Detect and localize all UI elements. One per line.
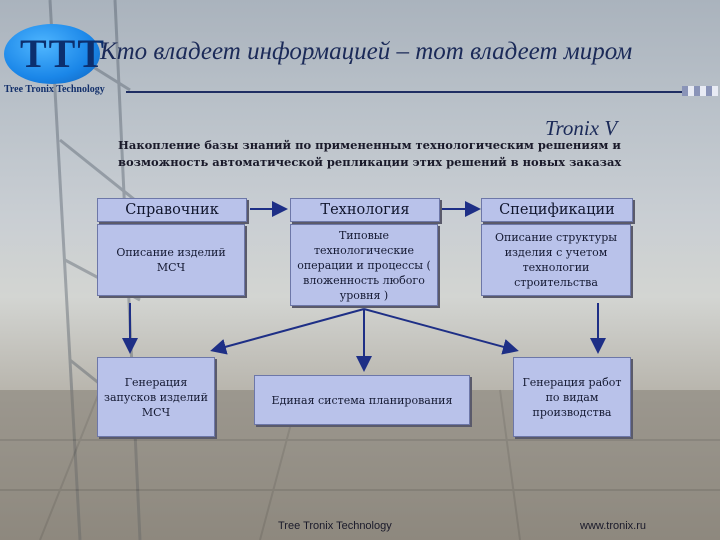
checker-decoration <box>682 86 718 96</box>
output-box-work-generation: Генерация работ по видам производства <box>513 357 631 437</box>
output-box-unified-planning: Единая система планирования <box>254 375 470 425</box>
logo-subtitle: Tree Tronix Technology <box>4 84 105 95</box>
header-box-directory: Справочник <box>97 198 247 222</box>
arrow-center-to-right <box>364 309 515 350</box>
desc-box-technology: Типовые технологические операции и процессы ( вложенность любого уровня ) <box>290 224 438 306</box>
logo-letters: TTT <box>20 31 107 76</box>
slide-title: Кто владеет информацией – тот владеет миром <box>100 38 633 65</box>
arrow-center-to-left <box>214 309 364 350</box>
header-box-specifications: Спецификации <box>481 198 633 222</box>
footer-website: www.tronix.ru <box>580 520 647 532</box>
header-box-technology: Технология <box>290 198 440 222</box>
footer-company: Tree Tronix Technology <box>278 520 392 532</box>
intro-text: Накопление базы знаний по примененным технологическим решениям и возможность автоматической репликации этих решений в новых заказах <box>118 138 622 169</box>
desc-box-specifications: Описание структуры изделия с учетом технологии строительства <box>481 224 631 296</box>
title-divider <box>126 91 718 93</box>
desc-box-directory: Описание изделий МСЧ <box>97 224 245 296</box>
product-name: Tronix V <box>545 116 618 140</box>
output-box-launch-generation: Генерация запусков изделий МСЧ <box>97 357 215 437</box>
